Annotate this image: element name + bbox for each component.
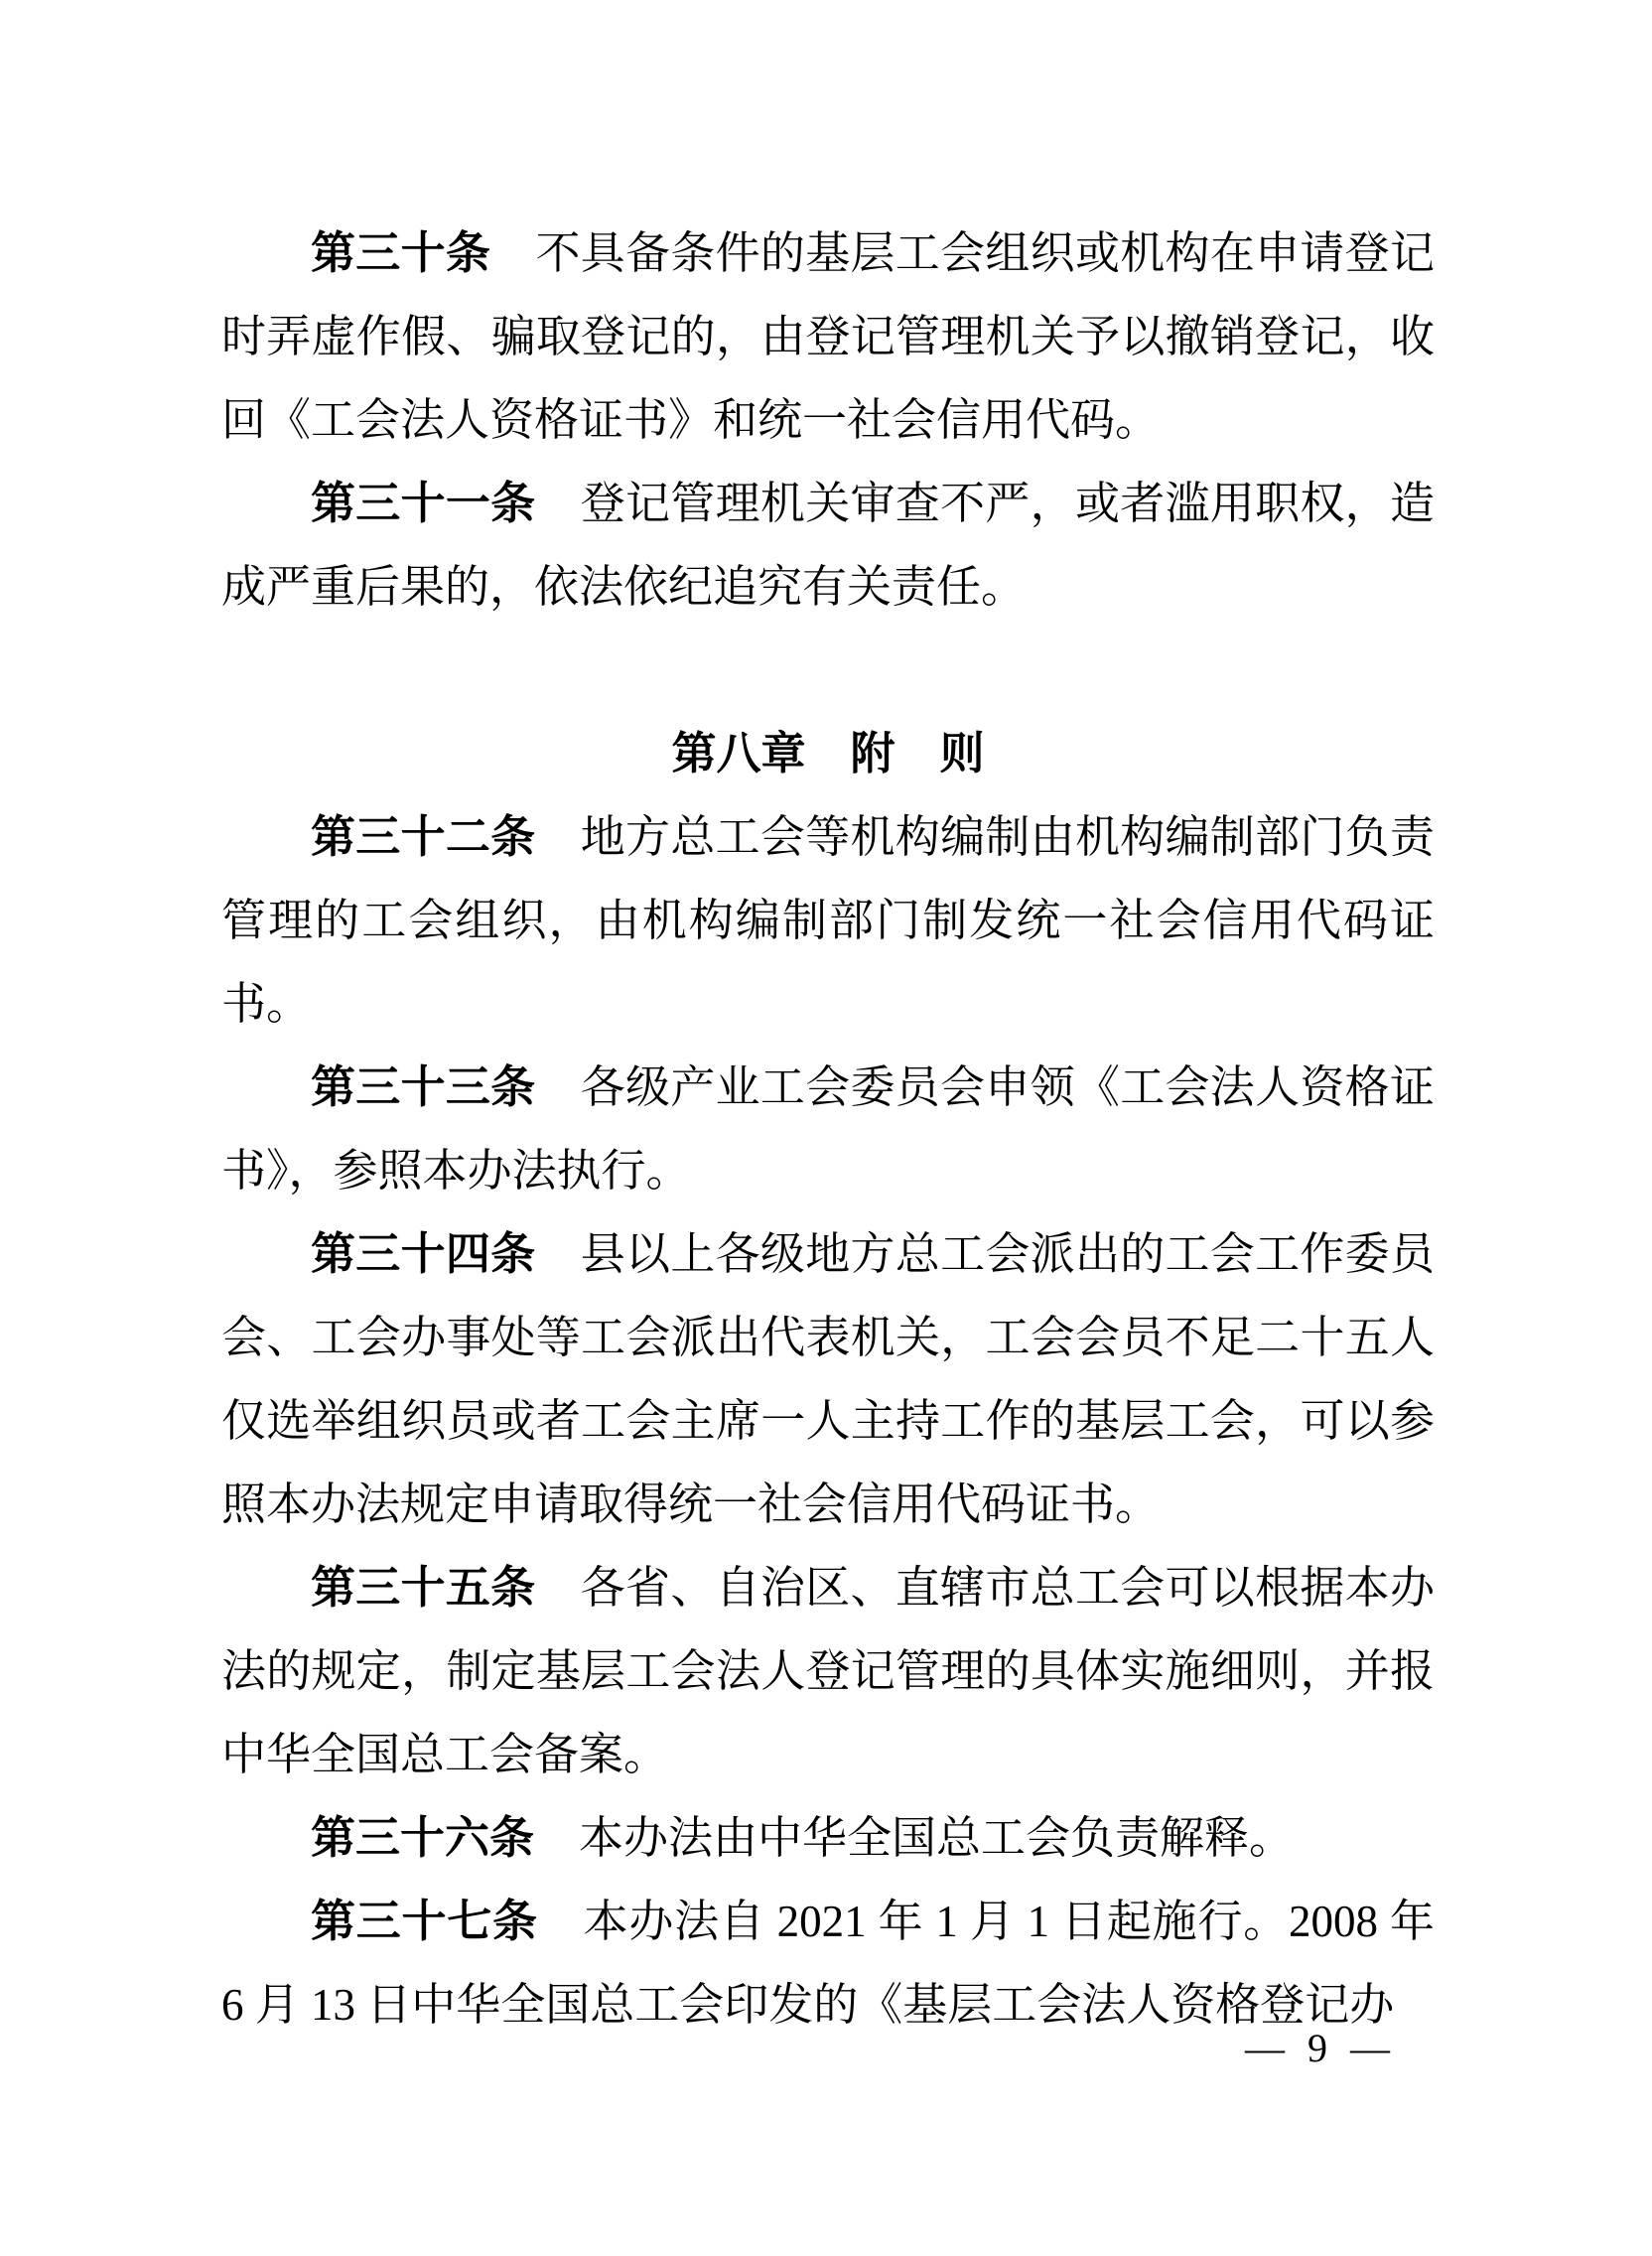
article-paragraph [221,1212,1435,1546]
article-number-label: 第三十条 [311,227,491,278]
article-text: 本办法自 2021 年 1 月 1 日起施行。2008 年 6 月 13 日中华全国总工会印发的《基层工会法人资格登记办 [221,1897,1435,2030]
article-text: 本办法由中华全国总工会负责解释。 [579,1813,1295,1863]
article-number-label: 第三十二条 [311,811,536,862]
article-paragraph [221,795,1435,1046]
article-text: 不具备条件的基层工会组织或机构在申请登记时弄虚作假、骗取登记的，由登记管理机关予以撤销登记，收回《工会法人资格证书》和统一社会信用代码。 [221,228,1435,445]
article-number-label: 第三十五条 [311,1562,536,1613]
article-number-label: 第三十七条 [311,1896,538,1946]
article-paragraph [221,1796,1435,1880]
page-number: — 9 — [1245,2026,1390,2070]
article-paragraph [221,212,1435,462]
article-paragraph [221,462,1435,629]
article-text: 登记管理机关审查不严，或者滥用职权，造成严重后果的，依法依纪追究有关责任。 [221,479,1435,612]
document-body [221,212,1435,2046]
article-number-label: 第三十六条 [311,1812,535,1863]
article-text: 各级产业工会委员会申领《工会法人资格证书》，参照本办法执行。 [221,1062,1435,1196]
article-paragraph [221,1046,1435,1212]
article-text: 各省、自治区、直辖市总工会可以根据本办法的规定，制定基层工会法人登记管理的具体实施细则，并报中华全国总工会备案。 [221,1563,1435,1779]
article-text: 县以上各级地方总工会派出的工会工作委员会、工会办事处等工会派出代表机关，工会会员不足二十五人仅选举组织员或者工会主席一人主持工作的基层工会，可以参照本办法规定申请取得统一社会信用代码证书。 [221,1229,1435,1529]
article-paragraph [221,1546,1435,1796]
article-number-label: 第三十一条 [311,478,536,528]
article-number-label: 第三十四条 [311,1228,536,1279]
chapter-heading: 第八章 附 则 [671,728,985,778]
article-paragraph [221,1880,1435,2046]
article-text: 地方总工会等机构编制由机构编制部门负责管理的工会组织，由机构编制部门制发统一社会信用代码证书。 [221,812,1435,1029]
article-number-label: 第三十三条 [311,1061,536,1112]
